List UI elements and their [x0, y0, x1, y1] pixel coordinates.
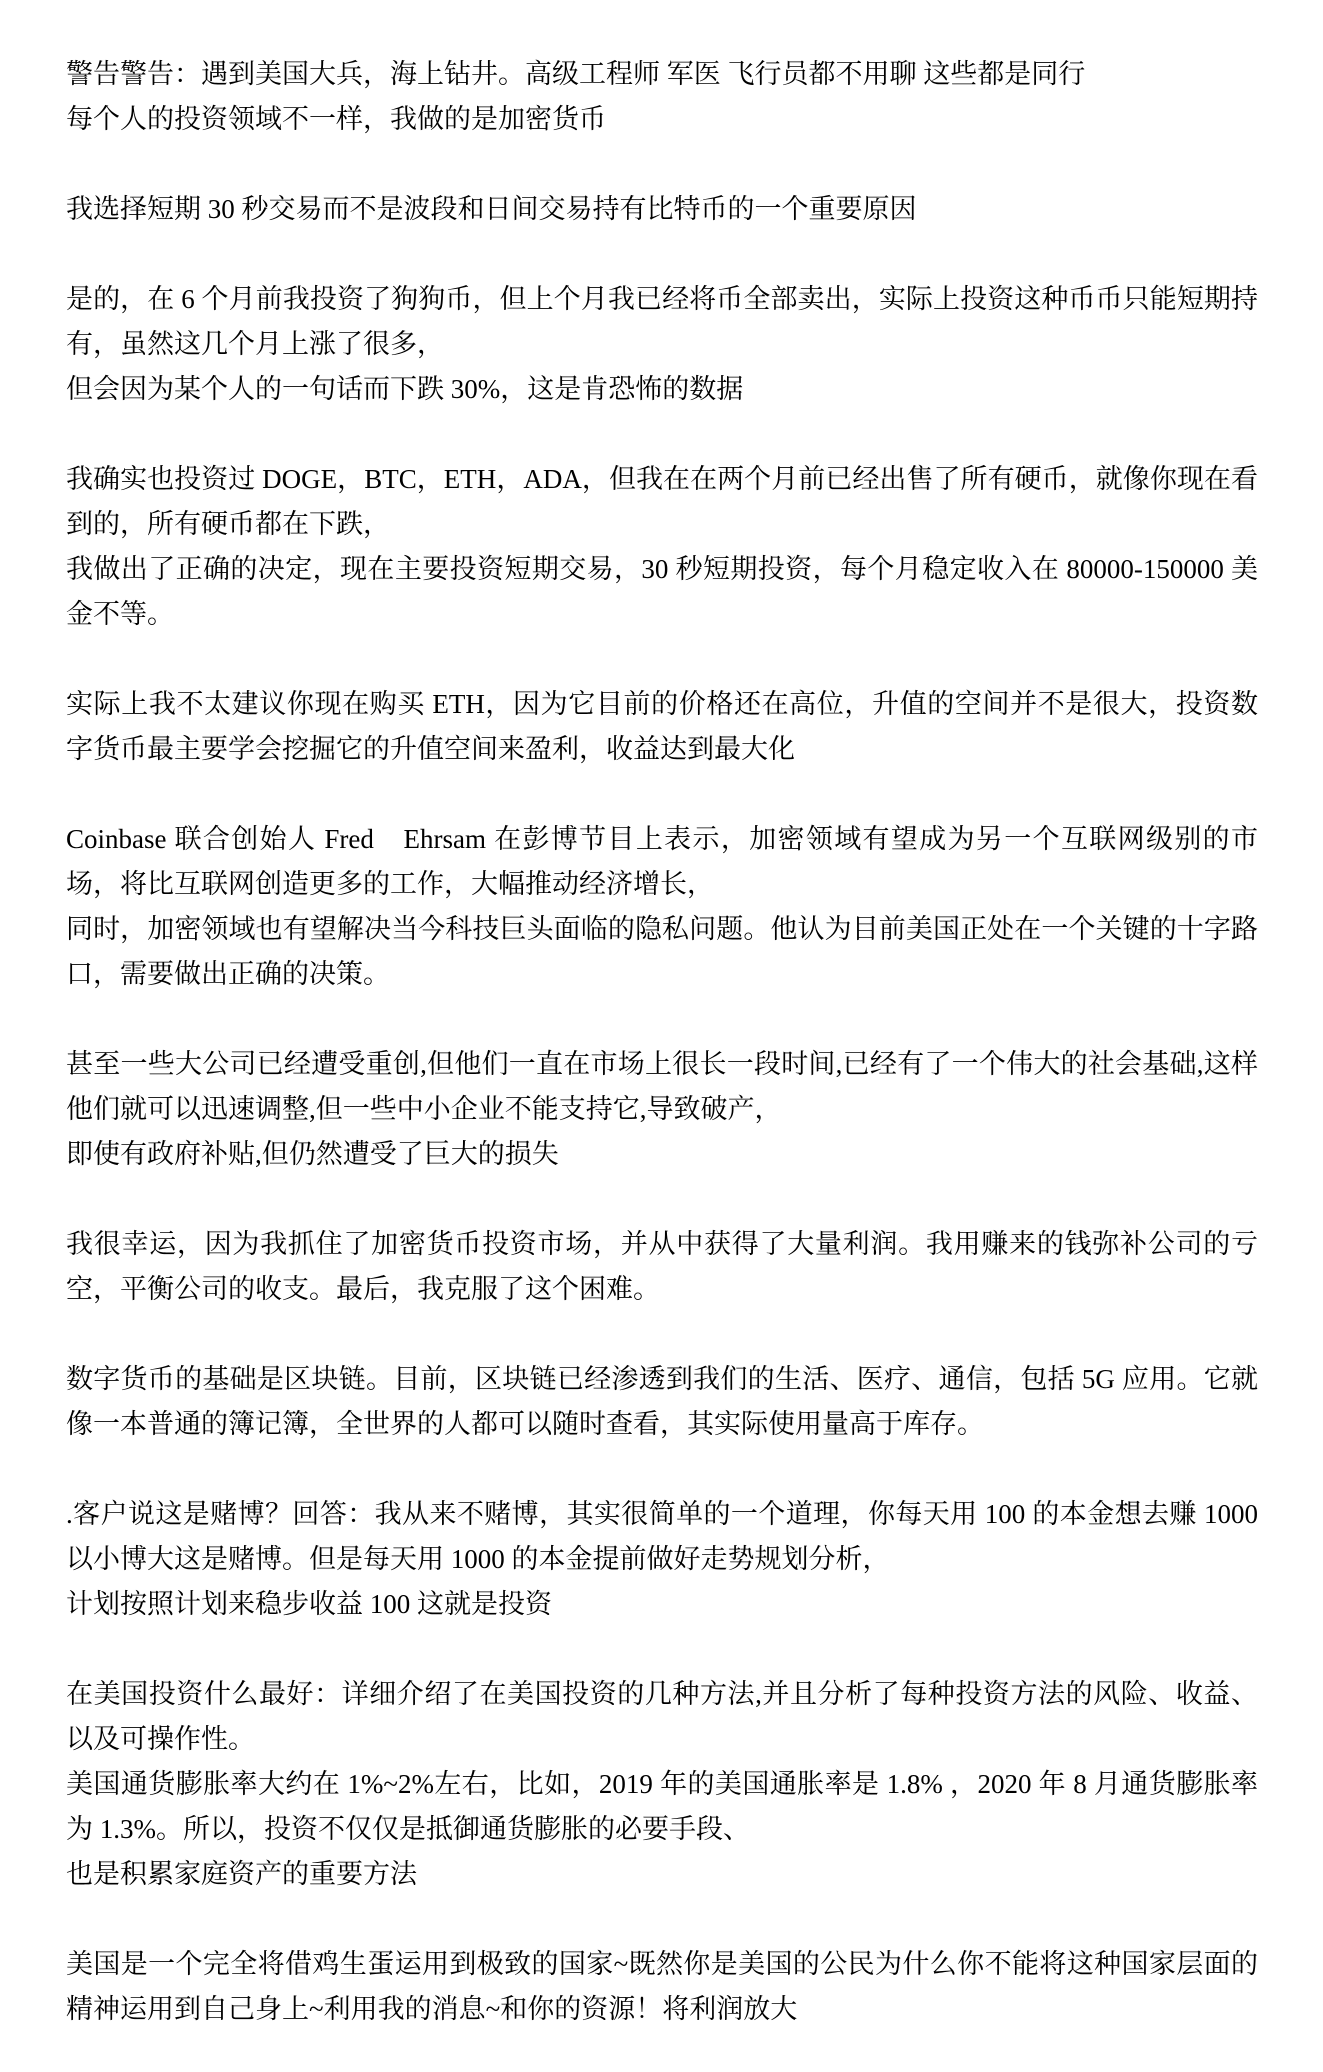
text-line: 是的，在 6 个月前我投资了狗狗币，但上个月我已经将币全部卖出，实际上投资这种币币只能短期持有，虽然这几个月上涨了很多， — [66, 284, 1258, 359]
text-line: .客户说这是赌博？回答：我从来不赌博，其实很简单的一个道理，你每天用 100 的本金想去赚 1000 以小博大这是赌博。但是每天用 1000 的本金提前做好走势规划分析， — [66, 1499, 1265, 1574]
paragraph — [66, 1042, 1258, 1177]
paragraph — [66, 1672, 1258, 1897]
text-line: 同时，加密领域也有望解决当今科技巨头面临的隐私问题。他认为目前美国正处在一个关键的十字路口，需要做出正确的决策。 — [66, 914, 1258, 989]
text-line: 我很幸运，因为我抓住了加密货币投资市场，并从中获得了大量利润。我用赚来的钱弥补公司的亏空，平衡公司的收支。最后，我克服了这个困难。 — [66, 1229, 1258, 1304]
paragraph — [66, 1357, 1258, 1447]
paragraph — [66, 1492, 1265, 1627]
text-line: 也是积累家庭资产的重要方法 — [66, 1859, 417, 1889]
text-line: 在美国投资什么最好：详细介绍了在美国投资的几种方法,并且分析了每种投资方法的风险、收益、以及可操作性。 — [66, 1679, 1258, 1754]
paragraph — [66, 682, 1258, 772]
text-line: 数字货币的基础是区块链。目前，区块链已经渗透到我们的生活、医疗、通信，包括 5G 应用。它就像一本普通的簿记簿，全世界的人都可以随时查看，其实际使用量高于库存。 — [66, 1364, 1258, 1439]
paragraph — [66, 52, 1258, 142]
text-line: 警告警告：遇到美国大兵，海上钻井。高级工程师 军医 飞行员都不用聊 这些都是同行 — [66, 59, 1086, 89]
text-line: 美国是一个完全将借鸡生蛋运用到极致的国家~既然你是美国的公民为什么你不能将这种国家层面的精神运用到自己身上~利用我的消息~和你的资源！将利润放大 — [66, 1949, 1258, 2024]
text-line: 但会因为某个人的一句话而下跌 30%，这是肯恐怖的数据 — [66, 374, 744, 404]
text-line: 实际上我不太建议你现在购买 ETH，因为它目前的价格还在高位，升值的空间并不是很大，投资数字货币最主要学会挖掘它的升值空间来盈利，收益达到最大化 — [66, 689, 1258, 764]
paragraph — [66, 1222, 1258, 1312]
paragraph — [66, 457, 1258, 637]
paragraph — [66, 277, 1258, 412]
text-line: 即使有政府补贴,但仍然遭受了巨大的损失 — [66, 1139, 559, 1169]
paragraph — [66, 1942, 1258, 2032]
text-line: 我确实也投资过 DOGE，BTC，ETH，ADA，但我在在两个月前已经出售了所有硬币，就像你现在看到的，所有硬币都在下跌， — [66, 464, 1258, 539]
text-line: 计划按照计划来稳步收益 100 这就是投资 — [66, 1589, 552, 1619]
paragraph — [66, 817, 1258, 997]
text-line: 我选择短期 30 秒交易而不是波段和日间交易持有比特币的一个重要原因 — [66, 194, 917, 224]
text-line: Coinbase 联合创始人 Fred Ehrsam 在彭博节目上表示，加密领域有望成为另一个互联网级别的市场，将比互联网创造更多的工作，大幅推动经济增长， — [66, 824, 1258, 899]
text-line: 美国通货膨胀率大约在 1%~2%左右，比如，2019 年的美国通胀率是 1.8% ，2020 年 8 月通货膨胀率为 1.3%。所以，投资不仅仅是抵御通货膨胀的必要手段、 — [66, 1769, 1258, 1844]
text-line: 甚至一些大公司已经遭受重创,但他们一直在市场上很长一段时间,已经有了一个伟大的社会基础,这样他们就可以迅速调整,但一些中小企业不能支持它,导致破产， — [66, 1049, 1258, 1124]
text-line: 每个人的投资领域不一样，我做的是加密货币 — [66, 104, 606, 134]
text-line: 我做出了正确的决定，现在主要投资短期交易，30 秒短期投资，每个月稳定收入在 80000-150000 美金不等。 — [66, 554, 1258, 629]
paragraph — [66, 187, 1258, 232]
